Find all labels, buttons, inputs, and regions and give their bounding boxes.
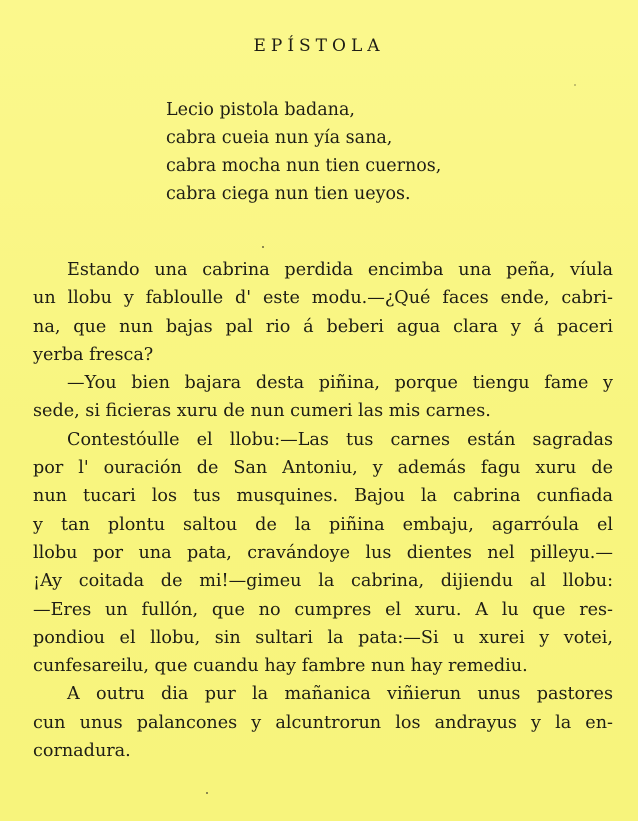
paragraph-line: na, que nun bajas pal rio á beberi agua clara y á paceri <box>33 316 613 337</box>
paragraph-line: sede, si ficieras xuru de nun cumeri las mis carnes. <box>33 401 491 422</box>
paragraph-line: yerba fresca? <box>33 344 154 365</box>
paragraph-line: pondiou el llobu, sin sultari la pata:—Si u xurei y votei, <box>33 627 613 648</box>
poem-line: cabra mocha nun tien cuernos, <box>166 156 442 176</box>
paragraph-line: Estando una cabrina perdida encimba una peña, víula <box>67 260 613 280</box>
paragraph-line: —Eres un fullón, que no cumpres el xuru. A lu que res- <box>33 599 613 620</box>
paper-speck <box>574 84 576 86</box>
paragraph-line: ¡Ay coitada de mi!—gimeu la cabrina, dijiendu al llobu: <box>33 571 613 592</box>
poem-stanza <box>166 96 441 208</box>
paragraph-line: Contestóulle el llobu:—Las tus carnes están sagradas <box>67 429 613 450</box>
paragraph-line: y tan plontu saltou de la piñina embaju, agarróula el <box>33 514 613 535</box>
paragraph-line: por l' ouración de San Antoniu, y además fagu xuru de <box>33 458 613 479</box>
paragraph-line: llobu por una pata, cravándoye lus dientes nel pilleyu.— <box>33 542 613 563</box>
paper-speck <box>206 792 208 794</box>
page-title: EPÍSTOLA <box>253 36 385 56</box>
paragraph-line: un llobu y fabloulle d' este modu.—¿Qué faces ende, cabri- <box>33 288 613 309</box>
paragraph-line: cunfesareilu, que cuandu hay fambre nun hay remediu. <box>33 656 528 677</box>
poem-line: cabra ciega nun tien ueyos. <box>166 184 411 204</box>
paragraph-line: cornadura. <box>33 741 131 762</box>
paragraph-line: nun tucari los tus musquines. Bajou la cabrina cunfiada <box>33 486 613 507</box>
paragraph-line: A outru dia pur la mañanica viñierun unus pastores <box>67 684 613 705</box>
paragraph-line: cun unus palancones y alcuntrorun los andrayus y la en- <box>33 712 613 733</box>
paragraph-line: —You bien bajara desta piñina, porque tiengu fame y <box>67 373 613 394</box>
paper-speck <box>262 246 264 248</box>
poem-line: Lecio pistola badana, <box>166 100 355 120</box>
poem-line: cabra cueia nun yía sana, <box>166 128 393 148</box>
prose-body <box>33 256 613 765</box>
